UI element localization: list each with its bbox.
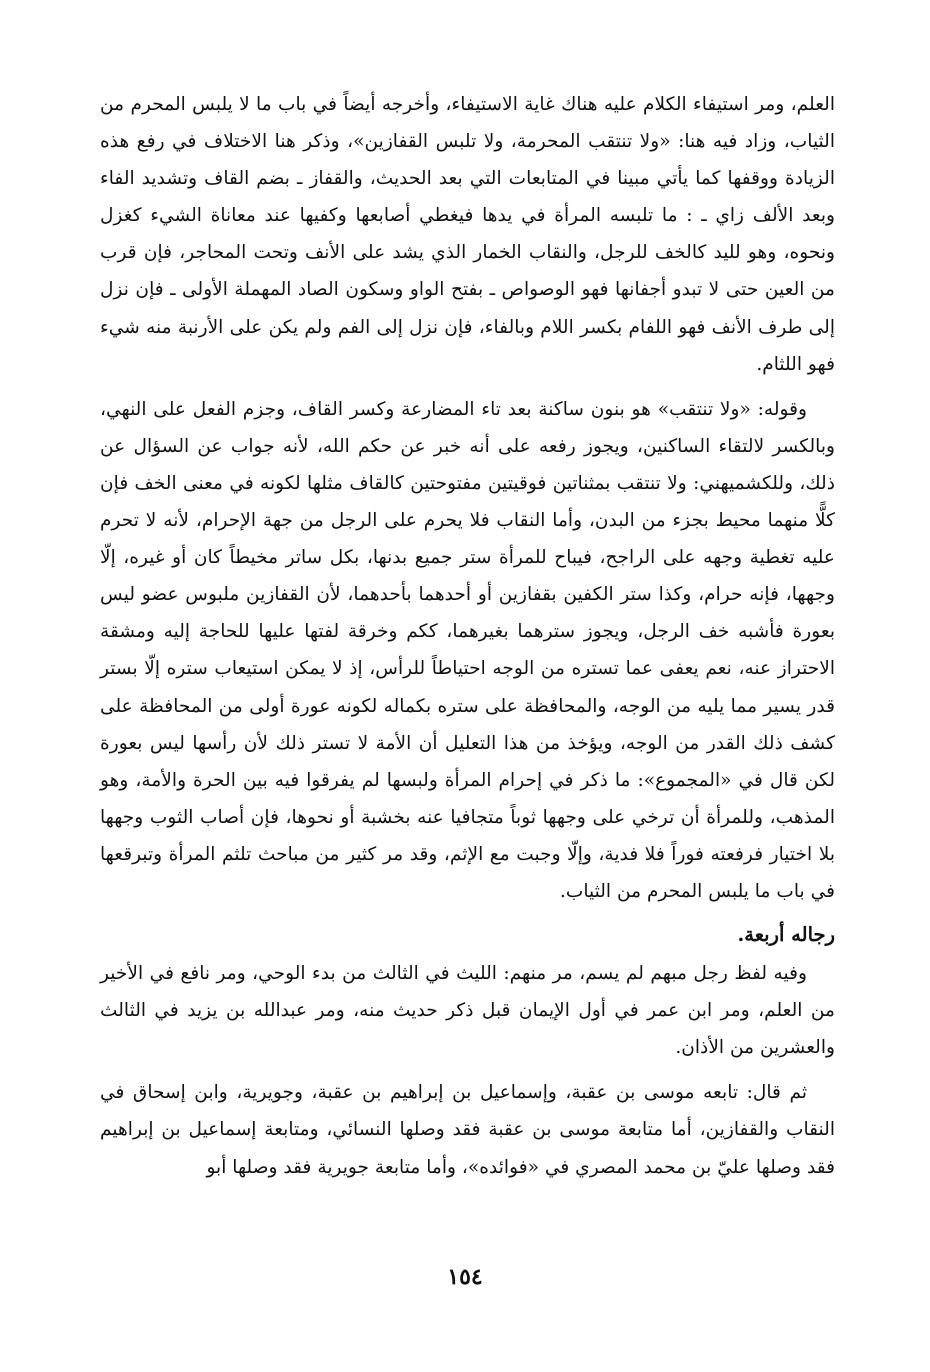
page-body (100, 86, 835, 1186)
page-number: ١٥٤ (447, 1264, 483, 1290)
paragraph-2: وقوله: «ولا تنتقب» هو بنون ساكنة بعد تاء المضارعة وكسر القاف، وجزم الفعل على النهي، وبالكسر لالتقاء الساكنين، ويجوز رفعه على أنه خبر عن حكم الله، لأنه جواب عن السؤال عن ذلك، وللكشميهني: ولا تنتقب بمثناتين فوقيتين مفتوحتين كالقاف مثلها لكونه في معنى الخف فإن كلًّا منهما محيط بجزء من البدن، وأما النقاب فلا يحرم على الرجل من جهة الإحرام، لأنه لا تحرم عليه تغطية وجهه على الراجح، فيباح للمرأة ستر جميع بدنها، بكل ساتر مخيطاً كان أو غيره، إلّا وجهها، فإنه حرام، وكذا ستر الكفين بقفازين أو أحدهما بأحدهما، لأن القفازين ملبوس عضو ليس بعورة فأشبه خف الرجل، ويجوز سترهما بغيرهما، ككم وخرقة لفتها عليها للحاجة إليه ومشقة الاحتراز عنه، نعم يعفى عما تستره من الوجه احتياطاً للرأس، إذ لا يمكن استيعاب ستره إلّا بستر قدر يسير مما يليه من الوجه، والمحافظة على ستره بكماله لكونه عورة أولى من المحافظة على كشف ذلك القدر من الوجه، ويؤخذ من هذا التعليل أن الأمة لا تستر ذلك لأن رأسها ليس بعورة لكن قال في «المجموع»: ما ذكر في إحرام المرأة ولبسها لم يفرقوا فيه بين الحرة والأمة، وهو المذهب، وللمرأة أن ترخي على وجهها ثوباً متجافيا عنه بخشبة أو نحوها، فإن أصاب الثوب وجهها بلا اختيار فرفعته فوراً فلا فدية، وإلّا وجبت مع الإثم، وقد مر كثير من مباحث تلثم المرأة وتبرقعها في باب ما يلبس المحرم من الثياب. (100, 398, 835, 902)
section-heading: رجاله أربعة. (737, 923, 835, 947)
paragraph-4: ثم قال: تابعه موسى بن عقبة، وإسماعيل بن إبراهيم بن عقبة، وجويرية، وابن إسحاق في النقاب والقفازين، أما متابعة موسى بن عقبة فقد وصلها النسائي، ومتابعة إسماعيل بن إبراهيم فقد وصلها عليّ بن محمد المصري في «فوائده»، وأما متابعة جويرية فقد وصلها أبو (100, 1082, 835, 1178)
paragraph-1: العلم، ومر استيفاء الكلام عليه هناك غاية الاستيفاء، وأخرجه أيضاً في باب ما لا يلبس المحرم من الثياب، وزاد فيه هنا: «ولا تنتقب المحرمة، ولا تلبس القفازين»، وذكر هنا الاختلاف في رفع هذه الزيادة ووقفها كما يأتي مبينا في المتابعات التي بعد الحديث، والقفاز ـ بضم القاف وتشديد الفاء وبعد الألف زاي ـ : ما تلبسه المرأة في يدها فيغطي أصابعها وكفيها عند معاناة الشيء كغزل ونحوه، وهو لليد كالخف للرجل، والنقاب الخمار الذي يشد على الأنف وتحت المحاجر، فإن قرب من العين حتى لا تبدو أجفانها فهو الوصواص ـ بفتح الواو وسكون الصاد المهملة الأولى ـ فإن نزل إلى طرف الأنف فهو اللفام بكسر اللام وبالفاء، فإن نزل إلى الفم ولم يكن على الأرنبة منه شيء فهو اللثام. (100, 94, 835, 375)
paragraph-3: وفيه لفظ رجل مبهم لم يسم، مر منهم: الليث في الثالث من بدء الوحي، ومر نافع في الأخير من العلم، ومر ابن عمر في أول الإيمان قبل ذكر حديث منه، ومر عبدالله بن يزيد في الثالث والعشرين من الأذان. (100, 963, 835, 1059)
